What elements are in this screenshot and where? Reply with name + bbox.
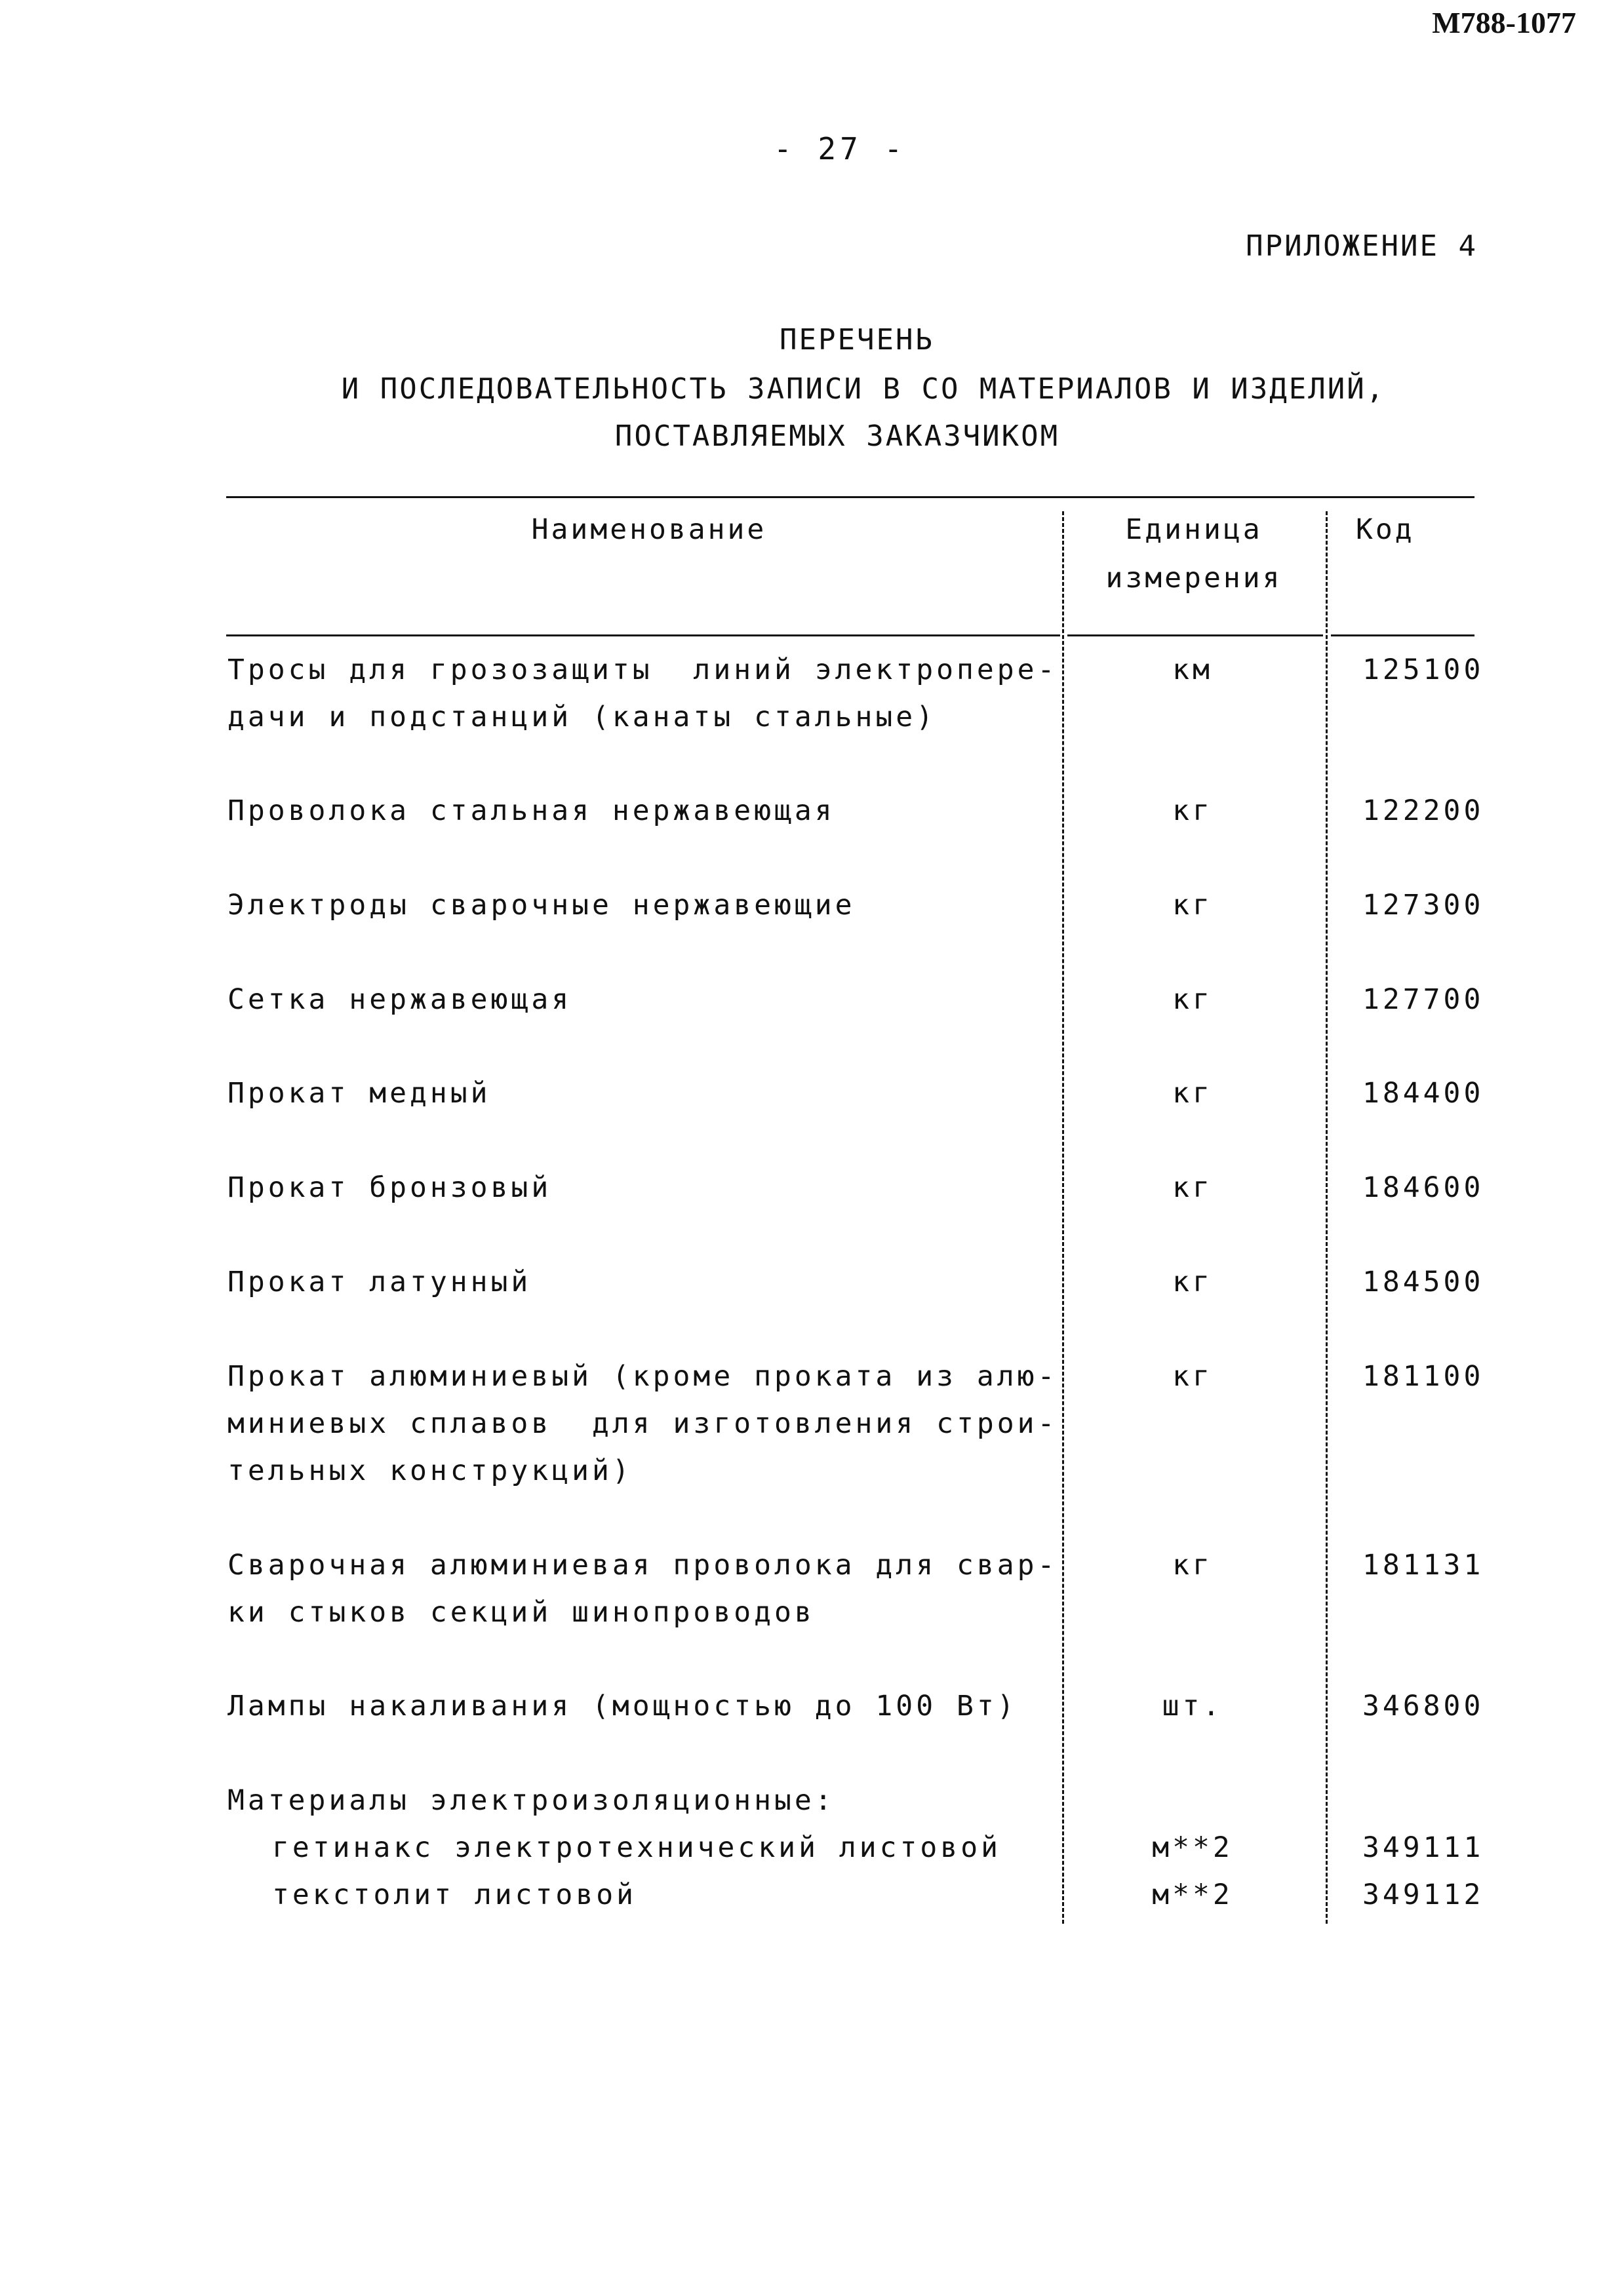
table-top-rule: [226, 496, 1474, 498]
row-unit: кг: [1172, 794, 1213, 827]
row-name: Прокат бронзовый: [227, 1171, 552, 1204]
row-code: 184500: [1362, 1266, 1484, 1298]
row-unit: кг: [1172, 1549, 1213, 1582]
row-name: Сетка нержавеющая: [227, 983, 572, 1016]
row-code: 122200: [1362, 794, 1484, 827]
page-number: - 27 -: [774, 131, 907, 166]
row-unit: км: [1172, 653, 1213, 686]
row-unit: м**2: [1152, 1878, 1233, 1911]
row-code: 349111: [1362, 1831, 1484, 1864]
row-name: текстолит листовой: [272, 1878, 637, 1911]
row-name: Сварочная алюминиевая проволока для свар-: [227, 1549, 1058, 1582]
row-unit: м**2: [1152, 1831, 1233, 1864]
row-name: Тросы для грозозащиты линий электропере-: [227, 653, 1058, 686]
row-name: тельных конструкций): [227, 1454, 633, 1487]
row-code: 181131: [1362, 1549, 1484, 1582]
row-unit: кг: [1172, 1077, 1213, 1110]
row-code: 127300: [1362, 889, 1484, 922]
row-name: Прокат латунный: [227, 1266, 532, 1298]
header-bottom-rule-unit: [1067, 634, 1323, 636]
row-unit: кг: [1172, 889, 1213, 922]
header-bottom-rule-name: [226, 634, 1060, 636]
row-code: 127700: [1362, 983, 1484, 1016]
row-code: 125100: [1362, 653, 1484, 686]
row-unit: кг: [1172, 1171, 1213, 1204]
row-code: 346800: [1362, 1690, 1484, 1722]
row-code: 184600: [1362, 1171, 1484, 1204]
row-unit: кг: [1172, 1266, 1213, 1298]
row-unit: шт.: [1162, 1690, 1223, 1722]
row-code: 181100: [1362, 1360, 1484, 1393]
row-name: Материалы электроизоляционные:: [227, 1784, 835, 1817]
row-name: ки стыков секций шинопроводов: [227, 1596, 815, 1629]
header-bottom-rule-code: [1331, 634, 1474, 636]
row-name: Проволока стальная нержавеющая: [227, 794, 835, 827]
row-code: 349112: [1362, 1878, 1484, 1911]
row-name: гетинакс электротехнический листовой: [272, 1831, 1001, 1864]
document-code: М788-1077: [1432, 6, 1576, 39]
header-unit-line1: Единица: [1125, 513, 1263, 546]
title-line-2: И ПОСЛЕДОВАТЕЛЬНОСТЬ ЗАПИСИ В СО МАТЕРИАЛОВ И ИЗДЕЛИЙ,: [341, 372, 1386, 406]
column-separator-code: [1326, 511, 1328, 1924]
row-name: Электроды сварочные нержавеющие: [227, 889, 856, 922]
row-name: Прокат алюминиевый (кроме проката из алю-: [227, 1360, 1058, 1393]
row-name: дачи и подстанций (канаты стальные): [227, 701, 937, 733]
header-unit-line2: измерения: [1105, 562, 1282, 594]
row-name: Лампы накаливания (мощностью до 100 Вт): [227, 1690, 1018, 1722]
row-unit: кг: [1172, 1360, 1213, 1393]
appendix-label: ПРИЛОЖЕНИЕ 4: [1246, 229, 1478, 263]
header-name: Наименование: [531, 513, 767, 546]
row-name: Прокат медный: [227, 1077, 491, 1110]
row-unit: кг: [1172, 983, 1213, 1016]
title-line-3: ПОСТАВЛЯЕМЫХ ЗАКАЗЧИКОМ: [614, 419, 1060, 453]
row-name: миниевых сплавов для изготовления строи-: [227, 1407, 1058, 1440]
header-code: Код: [1356, 513, 1415, 546]
row-code: 184400: [1362, 1077, 1484, 1110]
title-line-1: ПЕРЕЧЕНЬ: [780, 323, 934, 357]
